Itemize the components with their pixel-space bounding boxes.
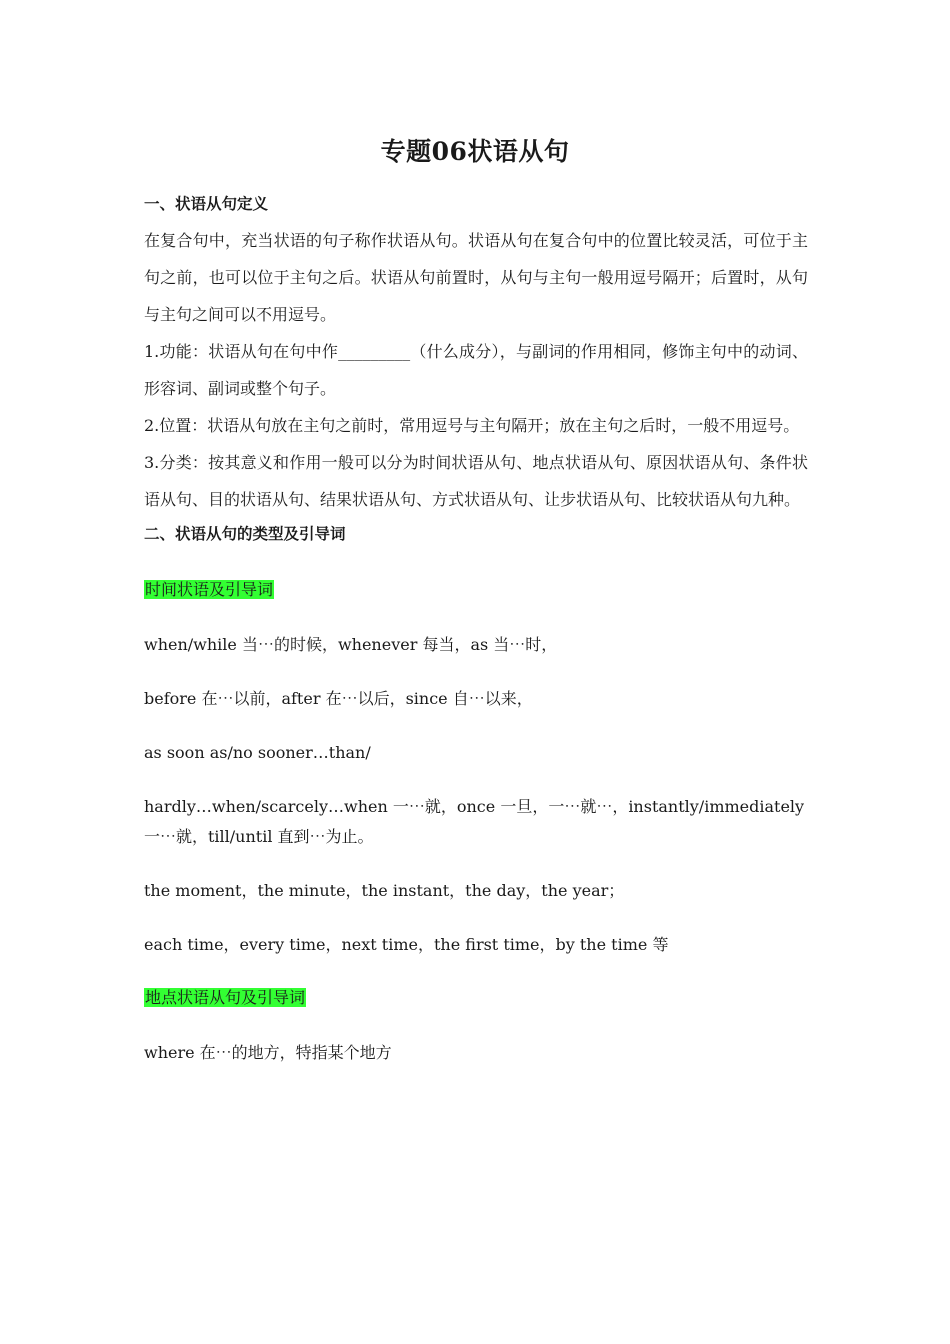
position-point: 2.位置：状语从句放在主句之前时，常用逗号与主句隔开；放在主句之后时，一般不用逗号。 [144,416,800,435]
time-line-4: hardly…when/scarcely…when 一⋯就，once 一旦，一⋯就⋯，instantly/immediately 一⋯就，till/until 直到⋯为止。 [144,797,805,846]
time-line-6: each time，every time，next time，the first time，by the time 等 [144,935,669,954]
time-line-3: as soon as/no sooner…than/ [144,743,371,762]
definition-paragraph: 在复合句中，充当状语的句子称作状语从句。状语从句在复合句中的位置比较灵活，可位于主句之前，也可以位于主句之后。状语从句前置时，从句与主句一般用逗号隔开；后置时，从句与主句之间可以不用逗号。 [144,231,808,324]
time-clause-label: 时间状语及引导词 [145,580,274,599]
time-clause-label-row [144,576,808,604]
section-heading-types: 二、状语从句的类型及引导词 [144,524,346,543]
place-clause-label: 地点状语从句及引导词 [145,988,306,1007]
function-point: 1.功能：状语从句在句中作_________（什么成分），与副词的作用相同，修饰主句中的动词、形容词、副词或整个句子。 [144,342,808,398]
place-line-1: where 在⋯的地方，特指某个地方 [144,1043,392,1062]
place-clause-label-row [144,984,808,1012]
time-line-2: before 在⋯以前，after 在⋯以后，since 自⋯以来， [144,689,533,708]
time-line-1: when/while 当⋯的时候，whenever 每当，as 当⋯时， [144,635,558,654]
document-body [144,190,808,1068]
classification-point: 3.分类：按其意义和作用一般可以分为时间状语从句、地点状语从句、原因状语从句、条件状语从句、目的状语从句、结果状语从句、方式状语从句、让步状语从句、比较状语从句九种。 [144,453,808,509]
time-line-5: the moment，the minute，the instant，the day，the year； [144,881,625,900]
document-title: 专题06状语从句 [380,137,570,166]
section-heading-definition: 一、状语从句定义 [144,194,269,213]
